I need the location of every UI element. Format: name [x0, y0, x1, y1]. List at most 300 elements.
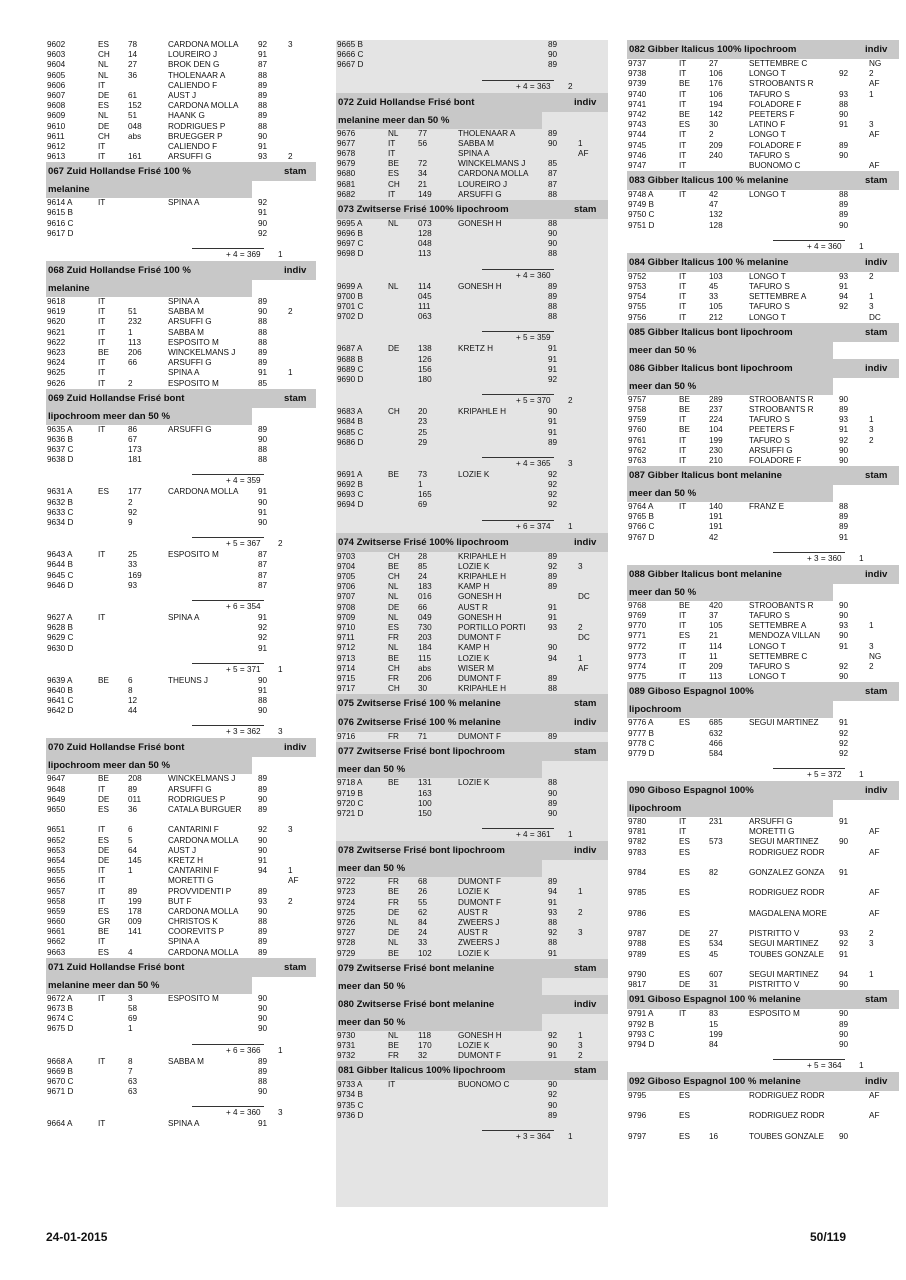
team-score: + 6 = 366	[226, 1045, 261, 1055]
entry-row	[46, 571, 316, 581]
entry-number: 9680	[337, 169, 356, 179]
breeder-name: KRIPAHLE H	[458, 551, 507, 561]
entry-row	[336, 877, 608, 887]
ring-number: 1	[128, 1024, 133, 1034]
ring-number: 113	[418, 249, 432, 259]
breeder-name: KRIPAHLE H	[458, 407, 507, 417]
entry-row	[627, 631, 899, 641]
entry-number: 9779 D	[628, 748, 655, 758]
entry-row	[336, 664, 608, 674]
country-code: ES	[679, 949, 690, 959]
team-score: + 5 = 367	[226, 539, 261, 549]
points: 89	[258, 111, 268, 121]
team-score: + 3 = 362	[226, 727, 261, 737]
breeder-name: GONZALEZ GONZA	[749, 868, 825, 878]
entry-number: 9681	[337, 179, 356, 189]
breeder-name: WISER M	[458, 663, 494, 673]
entry-number: 9739	[628, 79, 647, 89]
breeder-name: ESPOSITO M	[168, 550, 219, 560]
ring-number: 685	[709, 718, 723, 728]
points: 90	[839, 150, 849, 160]
class-title: 071 Zuid Hollandse Frisé bont	[48, 961, 185, 973]
country-code: GR	[98, 917, 111, 927]
class-title: 086 Gibber Italicus bont lipochroom	[629, 362, 793, 374]
entry-row	[46, 498, 316, 508]
class-type: indiv	[574, 717, 597, 729]
points: 87	[258, 580, 268, 590]
entry-row	[627, 221, 899, 231]
points: 90	[548, 138, 558, 148]
entry-row	[46, 152, 316, 162]
class-subheader	[627, 378, 899, 395]
entry-row	[46, 560, 316, 570]
breeder-name: CARDONA MOLLA	[168, 101, 239, 111]
class-title: 078 Zwitserse Frisé bont lipochroom	[338, 845, 505, 857]
class-title: 068 Zuid Hollandse Frisé 100 %	[48, 265, 191, 276]
country-code: ES	[679, 847, 690, 857]
country-code: IT	[98, 358, 106, 368]
ring-number: 29	[418, 437, 428, 447]
entry-number: 9671 D	[47, 1087, 74, 1097]
entry-row	[46, 897, 316, 907]
ring-number: 16	[709, 1131, 719, 1141]
entry-row	[336, 428, 608, 438]
entry-number: 9768	[628, 600, 647, 610]
entry-number: 9695 A	[337, 218, 363, 228]
breeder-name: ESPOSITO M	[168, 993, 219, 1003]
entry-row	[627, 827, 899, 837]
team-score: + 4 = 361	[516, 830, 551, 840]
ring-number: 36	[128, 805, 138, 814]
ring-number: 63	[128, 1076, 138, 1086]
points: 88	[258, 121, 268, 131]
ring-number: 118	[418, 1030, 432, 1040]
entry-row	[46, 91, 316, 101]
country-code: IT	[679, 672, 687, 682]
country-code: BE	[98, 675, 109, 685]
ring-number: 86	[128, 424, 138, 434]
entry-row	[336, 249, 608, 259]
country-code: IT	[679, 271, 687, 281]
entry-number: 9721 D	[337, 809, 364, 818]
breeder-name: LOZIE K	[458, 561, 490, 571]
country-code: IT	[679, 160, 687, 170]
entry-number: 9691 A	[337, 469, 363, 479]
entry-number: 9656	[47, 876, 66, 886]
points: 90	[839, 837, 849, 847]
country-code: ES	[98, 947, 109, 957]
country-code: NL	[388, 938, 399, 948]
class-title-continued: lipochroom	[629, 704, 682, 716]
entry-row	[627, 837, 899, 847]
points: 87	[258, 60, 268, 70]
entry-row	[336, 1041, 608, 1051]
entry-row	[336, 633, 608, 643]
class-type: indiv	[574, 998, 597, 1010]
points: 90	[548, 643, 558, 653]
ring-number: 209	[709, 140, 723, 150]
class-type: indiv	[574, 845, 597, 857]
points: 89	[548, 732, 558, 742]
entry-number: 9637 C	[47, 445, 74, 455]
points: 93	[839, 415, 849, 425]
entry-number: 9776 A	[628, 718, 654, 728]
entry-number: 9688 B	[337, 354, 363, 364]
breeder-name: AUST J	[168, 90, 197, 100]
class-type: indiv	[284, 742, 307, 754]
ring-number: 58	[128, 1004, 138, 1014]
entry-row	[46, 435, 316, 445]
class-type: stam	[574, 203, 597, 215]
entry-number: 9693 C	[337, 490, 364, 500]
country-code: NL	[388, 582, 399, 592]
country-code: ES	[679, 908, 690, 918]
entry-number: 9716	[337, 732, 356, 742]
breeder-name: ARSUFFI G	[168, 424, 212, 434]
points: 90	[839, 394, 849, 404]
country-code: IT	[679, 435, 687, 445]
entry-number: 9774	[628, 661, 647, 671]
country-code: IT	[679, 99, 687, 109]
class-subheader	[336, 860, 608, 877]
points: 90	[258, 835, 268, 845]
ring-number: 45	[709, 282, 719, 291]
country-code: IT	[98, 550, 106, 560]
ring-number: 7	[128, 1066, 133, 1076]
entry-number: 9654	[47, 855, 66, 865]
entry-row	[46, 686, 316, 696]
entry-number: 9724	[337, 897, 356, 907]
country-code: NL	[98, 70, 109, 80]
entry-number: 9619	[47, 307, 66, 317]
ring-number: 177	[128, 487, 142, 497]
points: 92	[839, 661, 849, 671]
entry-row	[46, 1087, 316, 1097]
entry-row	[46, 122, 316, 132]
entry-row	[627, 888, 899, 908]
prize: 2	[578, 622, 583, 632]
entry-row	[336, 592, 608, 602]
breeder-name: RODRIGUES P	[168, 121, 226, 131]
ring-number: 92	[128, 507, 138, 517]
class-type: stam	[865, 470, 888, 482]
ring-number: 68	[418, 877, 428, 887]
entry-number: 9713	[337, 653, 356, 663]
entry-row	[46, 60, 316, 70]
team-total	[336, 1127, 608, 1143]
page-number: 50/119	[810, 1230, 847, 1244]
points: 89	[258, 774, 268, 784]
breeder-name: ZWEERS J	[458, 938, 500, 948]
country-code: IT	[98, 937, 106, 947]
class-type: indiv	[574, 536, 597, 548]
class-title: 067 Zuid Hollandse Frisé 100 %	[48, 166, 191, 178]
breeder-name: SETTEMBRE C	[749, 651, 808, 661]
breeder-name: MENDOZA VILLAN	[749, 631, 820, 641]
class-header	[627, 40, 899, 59]
ring-number: 47	[709, 200, 719, 210]
country-code: IT	[388, 1080, 396, 1090]
ring-number: 27	[709, 59, 719, 68]
entry-number: 9788	[628, 939, 647, 949]
entry-number: 9787	[628, 929, 647, 939]
ring-number: 33	[418, 938, 428, 948]
breeder-name: CARDONA MOLLA	[168, 835, 239, 845]
total-rule	[192, 663, 264, 664]
prize: 3	[578, 561, 583, 571]
points: 90	[839, 980, 849, 990]
entry-number: 9683 A	[337, 407, 363, 417]
entry-row	[46, 198, 316, 208]
entry-row	[336, 180, 608, 190]
entry-number: 9715	[337, 673, 356, 683]
country-code: NL	[388, 281, 399, 291]
entry-row	[627, 601, 899, 611]
prize: 3	[869, 120, 874, 130]
points: 89	[258, 90, 268, 100]
country-code: NL	[388, 612, 399, 622]
country-code: IT	[98, 307, 106, 317]
team-prize: 3	[568, 458, 573, 468]
country-code: IT	[98, 80, 106, 90]
entry-row	[627, 405, 899, 415]
entry-number: 9719 B	[337, 788, 363, 798]
entry-number: 9714	[337, 663, 356, 673]
ring-number: 64	[128, 845, 138, 855]
team-total	[46, 1103, 316, 1119]
ring-number: 14	[128, 50, 138, 60]
entry-row	[627, 848, 899, 868]
entry-row	[336, 1031, 608, 1041]
entry-number: 9753	[628, 282, 647, 291]
points: 85	[548, 159, 558, 169]
entry-row	[46, 676, 316, 686]
points: 88	[258, 70, 268, 80]
ring-number: 173	[128, 445, 142, 455]
breeder-name: LONGO T	[749, 69, 786, 79]
prize: 3	[288, 40, 293, 49]
ring-number: 5	[128, 835, 133, 845]
prize: 2	[288, 152, 293, 162]
entry-row	[627, 739, 899, 749]
entry-row	[46, 219, 316, 229]
entry-row	[46, 445, 316, 455]
country-code: FR	[388, 633, 399, 643]
entry-number: 9735 C	[337, 1100, 364, 1110]
ring-number: 33	[128, 560, 138, 570]
class-title: 070 Zuid Hollandse Frisé bont	[48, 742, 185, 754]
entry-row	[336, 344, 608, 354]
team-total	[336, 517, 608, 533]
class-title: 085 Gibber Italicus bont lipochroom	[629, 326, 793, 338]
team-score: + 3 = 364	[516, 1132, 551, 1141]
class-type: indiv	[284, 265, 307, 276]
entry-row	[627, 210, 899, 220]
country-code: ES	[98, 487, 109, 497]
class-subheader	[46, 408, 316, 425]
country-code: IT	[679, 415, 687, 425]
total-rule	[192, 1044, 264, 1045]
points: 90	[258, 794, 268, 804]
ring-number: 184	[418, 643, 432, 653]
breeder-name: SPINA A	[458, 148, 490, 158]
team-total	[46, 471, 316, 487]
class-header	[46, 162, 316, 181]
ring-number: 45	[709, 949, 719, 959]
points: 90	[839, 1029, 849, 1039]
class-type: stam	[284, 166, 307, 178]
entry-number: 9775	[628, 672, 647, 682]
breeder-name: PROVVIDENTI P	[168, 886, 232, 896]
ring-number: 8	[128, 1056, 133, 1066]
breeder-name: LATINO F	[749, 120, 786, 130]
entry-row	[46, 927, 316, 937]
country-code: FR	[388, 1051, 399, 1061]
country-code: DE	[388, 928, 400, 938]
breeder-name: ARSUFFI G	[749, 445, 793, 455]
country-code: ES	[98, 805, 109, 814]
ring-number: 30	[709, 120, 719, 130]
ring-number: 209	[709, 661, 723, 671]
ring-number: 161	[128, 152, 142, 162]
country-code: NL	[388, 128, 399, 138]
points: 90	[258, 497, 268, 507]
class-title: 073 Zwitserse Frisé 100% lipochroom	[338, 203, 509, 215]
ring-number: 44	[128, 706, 138, 716]
ring-number: 169	[128, 570, 142, 580]
points: 91	[548, 354, 558, 364]
entry-row	[336, 190, 608, 200]
entry-row	[336, 603, 608, 613]
prize: 3	[869, 641, 874, 651]
breeder-name: CARDONA MOLLA	[168, 487, 239, 497]
country-code: CH	[388, 179, 400, 189]
entry-row	[46, 994, 316, 1004]
class-title: 069 Zuid Hollandse Frisé bont	[48, 392, 185, 404]
points: 93	[839, 271, 849, 281]
ring-number: 607	[709, 969, 723, 979]
country-code: CH	[388, 407, 400, 417]
country-code: ES	[388, 169, 399, 179]
ring-number: 534	[709, 939, 723, 949]
total-rule	[482, 269, 554, 270]
entry-row	[46, 379, 316, 389]
entry-number: 9764 A	[628, 502, 654, 512]
entry-number: 9662	[47, 937, 66, 947]
points: 90	[258, 518, 268, 527]
prize: 1	[578, 653, 583, 663]
ring-number: 89	[128, 886, 138, 896]
breeder-name: SPINA A	[168, 198, 200, 208]
entry-number: 9750 C	[628, 210, 655, 220]
country-code: FR	[388, 673, 399, 683]
entry-row	[46, 917, 316, 927]
entry-number: 9757	[628, 394, 647, 404]
entry-number: 9784	[628, 868, 647, 878]
entry-number: 9765 B	[628, 512, 654, 522]
prize: 1	[578, 1030, 583, 1040]
points: 89	[839, 404, 849, 414]
entry-row	[336, 654, 608, 664]
team-total	[46, 534, 316, 550]
entry-number: 9636 B	[47, 434, 73, 444]
entry-row	[336, 918, 608, 928]
entry-number: 9726	[337, 917, 356, 927]
entry-row	[46, 508, 316, 518]
breeder-name: ARSUFFI G	[458, 189, 502, 199]
entry-number: 9710	[337, 622, 356, 632]
points: 89	[548, 1110, 558, 1120]
breeder-name: LONGO T	[749, 190, 786, 200]
ring-number: 6	[128, 825, 133, 835]
breeder-name: TOUBES GONZALE	[749, 949, 824, 959]
ring-number: 048	[128, 121, 142, 131]
prize: 2	[869, 69, 874, 79]
points: 88	[839, 99, 849, 109]
entry-number: 9605	[47, 70, 66, 80]
team-total	[627, 1056, 899, 1072]
entry-row	[336, 1080, 608, 1090]
points: 92	[548, 928, 558, 938]
breeder-name: DUMONT F	[458, 877, 502, 887]
entry-row	[627, 662, 899, 672]
points: 89	[548, 582, 558, 592]
entry-number: 9667 D	[337, 60, 364, 70]
ring-number: 6	[128, 675, 133, 685]
country-code: IT	[98, 896, 106, 906]
breeder-name: BROK DEN G	[168, 60, 220, 70]
ring-number: 34	[418, 169, 428, 179]
country-code: DE	[388, 344, 400, 354]
ring-number: 138	[418, 344, 432, 354]
entry-number: 9703	[337, 551, 356, 561]
breeder-name: LOZIE K	[458, 948, 490, 958]
breeder-name: SETTEMBRE A	[749, 292, 807, 302]
points: 91	[839, 282, 849, 291]
prize: AF	[869, 1091, 880, 1101]
entry-number: 9748 A	[628, 190, 654, 200]
ring-number: 178	[128, 906, 142, 916]
country-code: IT	[679, 641, 687, 651]
team-total	[46, 660, 316, 676]
entry-number: 9684 B	[337, 417, 363, 427]
prize: 3	[869, 302, 874, 312]
entry-number: 9759	[628, 415, 647, 425]
prize: AF	[869, 79, 880, 89]
team-total	[336, 328, 608, 344]
entry-row	[46, 1067, 316, 1077]
class-header	[336, 1061, 608, 1080]
team-prize: 1	[859, 770, 864, 780]
points: 91	[548, 417, 558, 427]
entry-row	[46, 550, 316, 560]
entry-number: 9666 C	[337, 50, 364, 60]
class-header	[46, 958, 316, 977]
ring-number: 289	[709, 394, 723, 404]
entry-number: 9653	[47, 845, 66, 855]
class-type: stam	[865, 994, 888, 1006]
breeder-name: RODRIGUES P	[168, 794, 226, 804]
team-score: + 4 = 369	[226, 250, 261, 259]
points: 92	[258, 198, 268, 208]
points: 94	[548, 887, 558, 897]
breeder-name: SABBA M	[168, 1056, 204, 1066]
entry-row	[46, 706, 316, 716]
class-type: indiv	[865, 362, 888, 374]
breeder-name: GONESH H	[458, 612, 502, 622]
entry-number: 9630 D	[47, 643, 74, 653]
points: 92	[548, 1030, 558, 1040]
